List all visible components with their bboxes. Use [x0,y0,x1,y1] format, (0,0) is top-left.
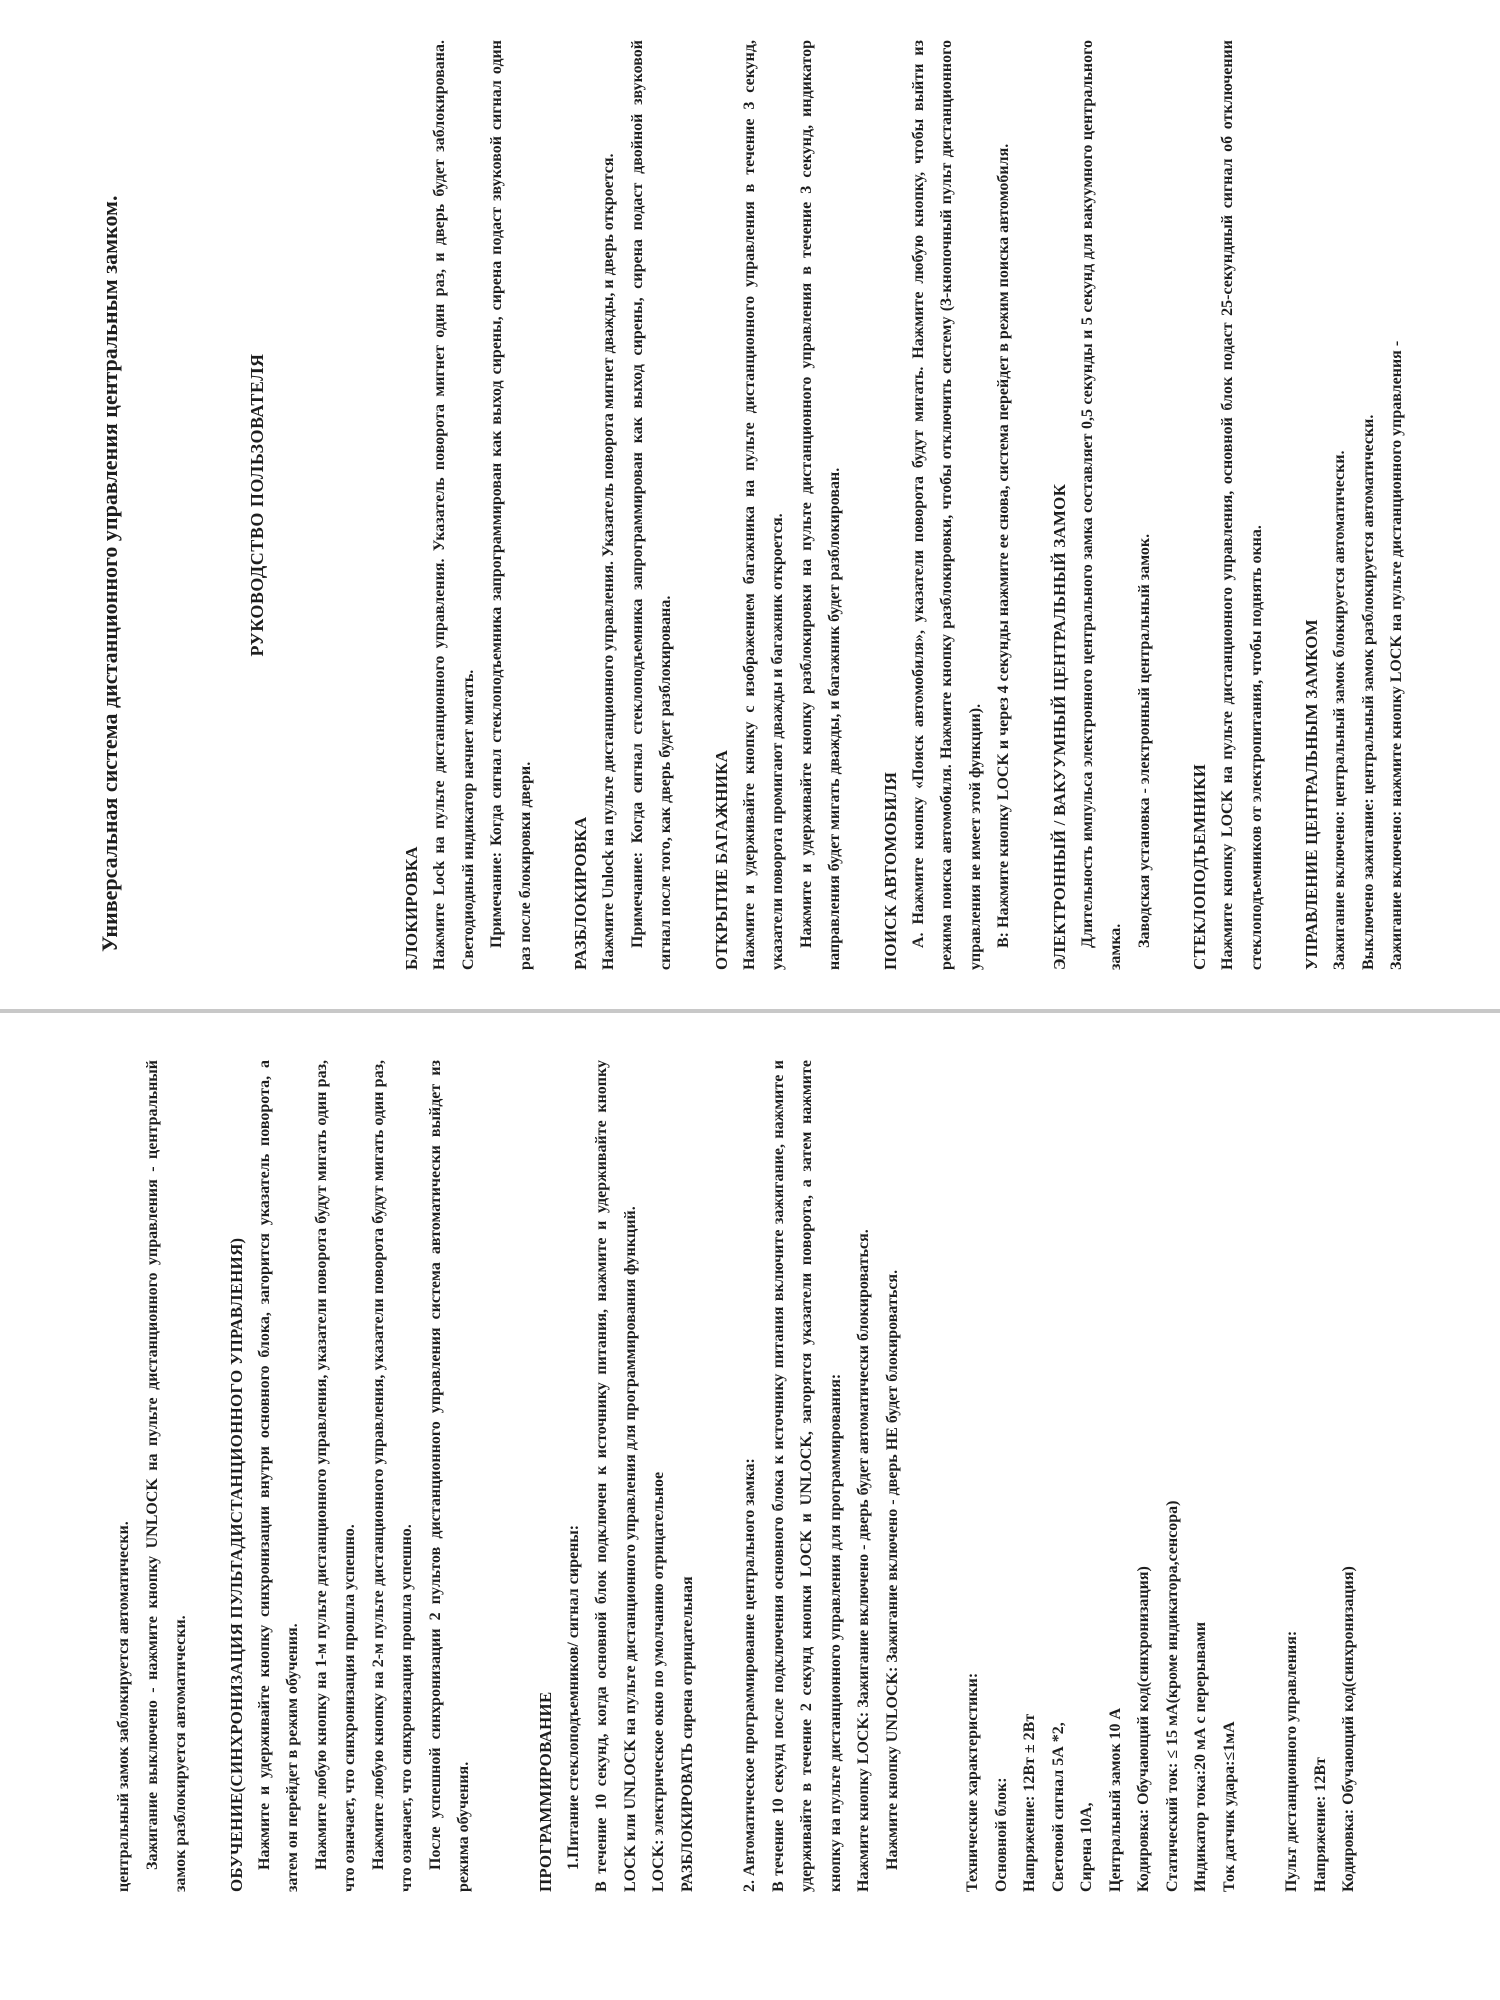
intro-line-1: центральный замок заблокируется автоматически. [115,1521,132,1892]
windows-section [1185,40,1271,970]
trunk-text: Нажмите и удерживайте кнопку с изображением багажника на пульте дистанционного управления в течение 3 секунд, указатели поворота промигают дважды и багажник откроется. [740,40,786,970]
training-paragraph: Нажмите любую кнопку на 1-м пульте дистанционного управления, указатели поворота будут мигать один раз, что означает, что синхронизация прошла успешно. [312,1060,358,1892]
programming-sub2-title: 2. Автоматическое программирование центрального замка: [741,1458,758,1892]
lock-note: Примечание: Когда сигнал стеклоподъемника запрограммирован как выход сирены, сирена подаст звуковой сигнал один раз после блокировки двери. [488,40,534,970]
central-lock-title: УПРАВЛЕНИЕ ЦЕНТРАЛЬНЫМ ЗАМКОМ [1302,619,1321,970]
central-lock-text-2: Выключено зажигание: центральный замок разблокируется автоматически. [1359,414,1377,970]
specs-section [959,1060,1364,1892]
electronic-lock-default: Заводская установка - электронный центральный замок. [1135,533,1153,948]
trunk-section [707,40,850,970]
programming-sub1-text: В течение 10 секунд, когда основной блок подключен к источнику питания, нажмите и удерживайте кнопку LOCK или UNLOCK на пульте дистанционного управления для программирования функций. [593,1060,639,1892]
programming-sub2-lock: Нажмите кнопку LOCK: Зажигание включено - дверь будет автоматически блокироваться. [855,1229,872,1892]
electronic-lock-text: Длительность импульса электронного центрального замка составляет 0,5 секунды и 5 секунд для вакуумного центрального замка. [1078,40,1124,970]
central-lock-text-1: Зажигание включено: центральный замок блокируется автоматически. [1331,450,1348,970]
programming-sub1-title: 1.Питание стеклоподъемников/ сигнал сирены: [564,1524,582,1870]
lock-section [397,40,540,970]
unlock-title: РАЗБЛОКИРОВКА [571,816,590,970]
programming-sub1-unlock: РАЗБЛОКИРОВАТЬ сирена отрицательная [678,1576,696,1892]
specs-line: Ток датчик удара:≤1мА [1220,1721,1238,1892]
trunk-text-2: Нажмите и удерживайте кнопку разблокировки на пульте дистанционного управления в течение 3 секунд, индикатор направления будет мигать дважды, и багажник будет разблокирован. [797,40,843,970]
programming-title: ПРОГРАММИРОВАНИЕ [535,1691,555,1892]
specs-main-unit: Основной блок: [992,1777,1010,1892]
search-text-a: А. Нажмите кнопку «Поиск автомобиля», указатели поворота будут мигать. Нажмите любую кнопку, чтобы выйти из режима поиска автомобиля. Нажмите кнопку разблокировки, чтобы отключить систему (3-кнопочный пульт дистанционного управления не имеет этой функции). [909,40,984,970]
search-section [876,40,1019,970]
central-lock-text-3: Зажигание включено: нажмите кнопку LOCK на пульте дистанционного управления - [1388,340,1405,970]
specs-title: Технические характеристики: [964,1672,981,1892]
specs-line: Кодировка: Обучающий код(синхронизация) [1135,1566,1152,1892]
user-guide-title: РУКОВОДСТВО ПОЛЬЗОВАТЕЛЯ [247,353,267,657]
training-paragraph: После успешной синхронизации 2 пультов дистанционного управления система автоматически выйдет из режима обучения. [426,1060,472,1892]
training-paragraph: Нажмите любую кнопку на 2-м пульте дистанционного управления, указатели поворота будут мигать один раз, что означает, что синхронизация прошла успешно. [369,1060,415,1892]
specs-line: Напряжение: 12Вт ± 2Вт [1021,1713,1038,1892]
specs-line: Центральный замок 10 А [1106,1707,1124,1892]
specs-line: Статический ток: ≤ 15 мА(кроме индикатора,сенсора) [1163,1500,1181,1892]
remote-specs-line: Напряжение: 12Вт [1311,1757,1329,1892]
programming-sub1-lock: LOCK: электрическое окно по умолчанию отрицательное [650,1471,667,1892]
lock-text: Нажмите Lock на пульте дистанционного управления. Указатель поворота мигнет один раз, и дверь будет заблокирована. Светодиодный индикатор начнет мигать. [431,40,477,970]
left-page [0,1000,1500,2000]
page-divider [0,1009,1500,1013]
intro-line-2: Зажигание выключено - нажмите кнопку UNLOCK на пульте дистанционного управления - центральный замок разблокируется автоматически. [143,1060,189,1892]
programming-sub2-unlock: Нажмите кнопку UNLOCK: Зажигание включено - дверь НЕ будет блокироваться. [883,1269,901,1870]
trunk-title: ОТКРЫТИЕ БАГАЖНИКА [711,749,731,970]
unlock-section [566,40,681,970]
specs-line: Световой сигнал 5А *2, [1049,1722,1067,1892]
search-title: ПОИСК АВТОМОБИЛЯ [880,771,900,970]
unlock-note: Примечание: Когда сигнал стеклоподъемника запрограммирован как выход сирены, сирена подаст двойной звуковой сигнал после того, как дверь будет разблокирована. [628,40,674,970]
electronic-lock-title: ЭЛЕКТРОННЫЙ / ВАКУУМНЫЙ ЦЕНТРАЛЬНЫЙ ЗАМОК [1049,483,1069,970]
search-text-b: В: Нажмите кнопку LOCK и через 4 секунды нажмите ее снова, система перейдет в режим поиска автомобиля. [995,143,1012,948]
training-paragraph: Нажмите и удерживайте кнопку синхронизации внутри основного блока, загорится указатель поворота, а затем он перейдет в режим обучения. [255,1060,301,1892]
central-lock-section [1297,40,1412,970]
unlock-text: Нажмите Unlock на пульте дистанционного управления. Указатель поворота мигнет дважды, и дверь откроется. [600,153,617,970]
electronic-lock-section [1045,40,1160,970]
specs-line: Сирена 10А, [1078,1802,1095,1892]
programming-sub2-text: В течение 10 секунд после подключения основного блока к источнику питания включите зажигание, нажмите и удерживайте в течение 2 секунд кнопки LOCK и UNLOCK, загорятся указатели поворота, а затем нажмите кнопку на пульте дистанционного управления для программирования: [769,1060,844,1892]
document-title: Универсальная система дистанционного управления центральным замком. [97,195,122,952]
remote-specs-title: Пульт дистанционного управления: [1283,1630,1300,1892]
specs-line: Индикатор тока:20 мА с перерывами [1192,1621,1209,1892]
lock-title: БЛОКИРОВКА [402,846,421,970]
training-title: ОБУЧЕНИЕ(СИНХРОНИЗАЦИЯ ПУЛЬТАДИСТАНЦИОННОГО УПРАВЛЕНИЯ) [226,1237,246,1892]
remote-specs-line: Кодировка: Обучающий код(синхронизация) [1340,1566,1357,1892]
windows-text: Нажмите кнопку LOCK на пульте дистанционного управления, основной блок подаст 25-секундный сигнал об отключении стеклоподъемников от электропитания, чтобы поднять окна. [1219,40,1265,970]
windows-title: СТЕКЛОПОДЪЕМНИКИ [1190,763,1209,970]
